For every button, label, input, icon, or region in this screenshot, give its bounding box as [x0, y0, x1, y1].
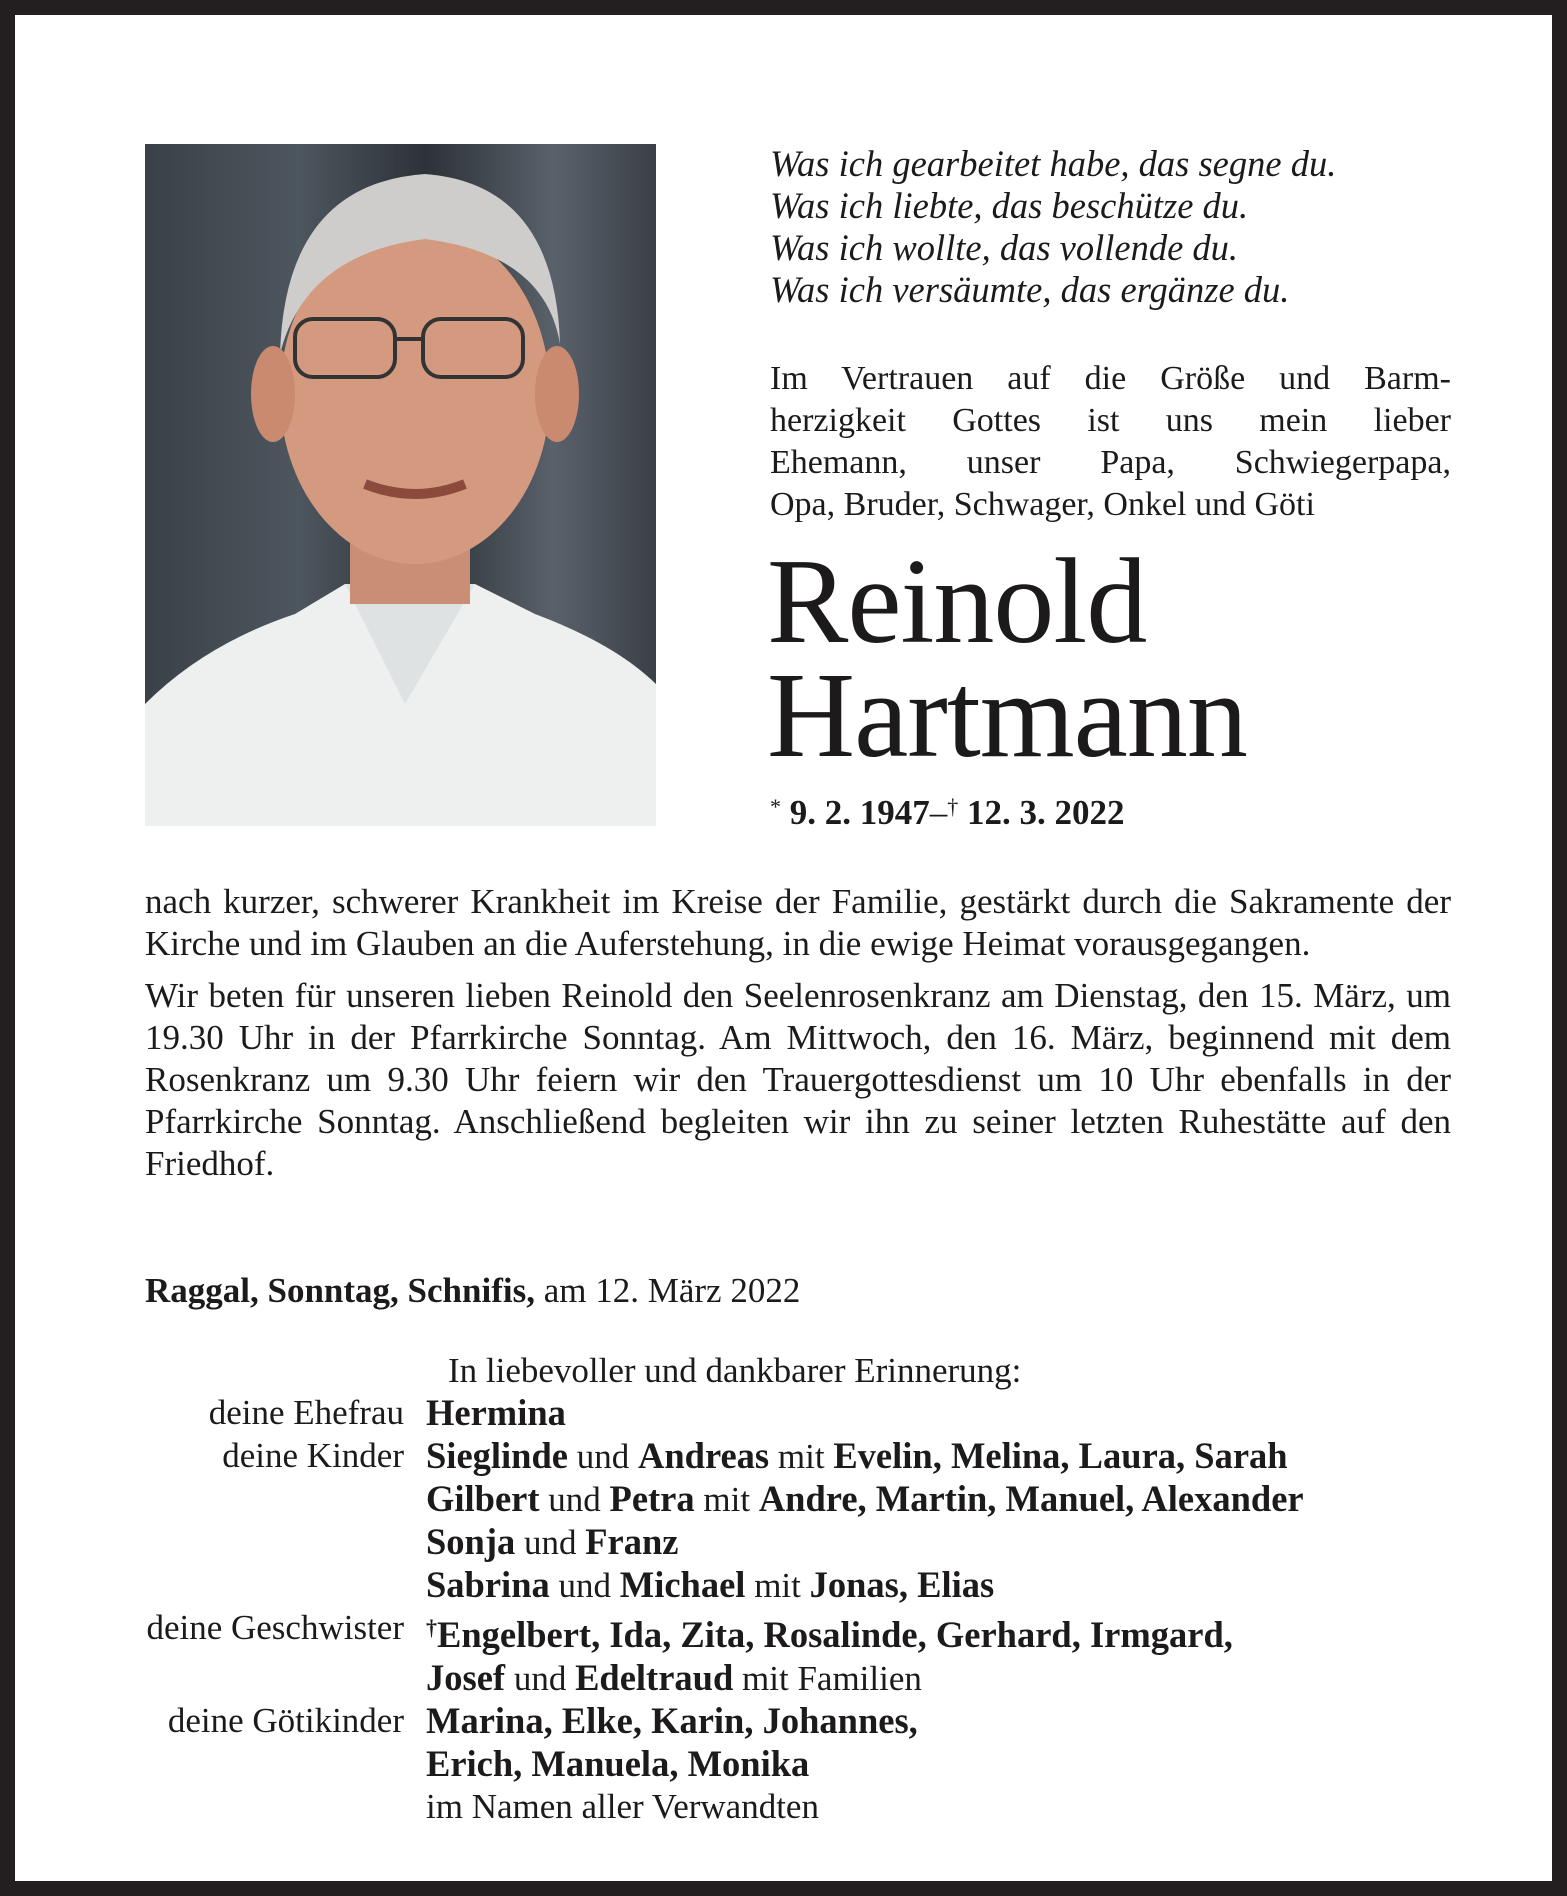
connector-text: und [567, 1437, 638, 1476]
relatives-names [426, 1607, 1233, 1657]
connector-text: mit Familien [733, 1659, 922, 1698]
relative-name: Andreas [637, 1435, 770, 1476]
connector-text: mit [769, 1437, 834, 1476]
relatives-names [426, 1478, 1304, 1521]
family-row [15, 1743, 1552, 1786]
relation-label [15, 1786, 426, 1828]
relation-label: deine Geschwister [146, 1608, 404, 1647]
family-row [15, 1607, 1552, 1657]
intro-line: herzigkeit Gottes ist uns mein lieber [770, 402, 1451, 439]
relation-label: deine Kinder [222, 1436, 404, 1475]
connector-text: und [505, 1659, 576, 1698]
poem-line: Was ich liebte, das beschütze du. [770, 185, 1249, 226]
body-paragraph: nach kurzer, schwerer Krankheit im Kreise der Familie, gestärkt durch die Sakramente der Kirche und im Glauben an die Auferstehung, in die ewige Heimat vorausgegangen. [145, 882, 1451, 963]
relation-label [15, 1657, 426, 1700]
relative-name: Jonas, Elias [809, 1564, 995, 1605]
relative-name: Evelin, Melina, Laura, Sarah [833, 1435, 1288, 1476]
connector-text: mit [694, 1480, 759, 1519]
family-list [15, 1392, 1552, 1828]
connector-text: und [539, 1480, 610, 1519]
death-date: 12. 3. 2022 [967, 793, 1125, 832]
relation-label [15, 1521, 426, 1564]
date: am 12. März 2022 [543, 1271, 801, 1310]
relatives-names [426, 1657, 922, 1700]
relation-label [15, 1743, 426, 1786]
relatives-names [426, 1786, 819, 1828]
place-date [145, 1271, 800, 1311]
family-row [15, 1657, 1552, 1700]
birth-date: 9. 2. 1947 [789, 793, 930, 832]
connector-text: und [515, 1523, 586, 1562]
places: Raggal, Sonntag, Schnifis, [145, 1271, 535, 1310]
relative-name: Petra [609, 1478, 695, 1519]
deceased-symbol: † [426, 1615, 437, 1640]
relative-name: Franz [585, 1521, 679, 1562]
relative-name: Sonja [426, 1521, 516, 1562]
relative-name: Erich, Manuela, Monika [426, 1743, 810, 1784]
relative-name: Edeltraud [575, 1657, 734, 1698]
family-row [15, 1478, 1552, 1521]
family-row [15, 1521, 1552, 1564]
connector-text: mit [745, 1566, 810, 1605]
obituary-page [15, 15, 1552, 1881]
poem-line: Was ich gearbeitet habe, das segne du. [770, 143, 1337, 184]
relation-label [15, 1478, 426, 1521]
connector-text: und [549, 1566, 620, 1605]
deceased-name [767, 534, 1247, 783]
relative-name: Sieglinde [426, 1435, 568, 1476]
relation-label [15, 1564, 426, 1607]
relatives-names [426, 1521, 679, 1564]
family-row [15, 1700, 1552, 1743]
relatives-names [426, 1743, 809, 1786]
life-dates [770, 793, 1125, 833]
relation-label: deine Götikinder [167, 1701, 404, 1740]
relative-name: Andre, Martin, Manuel, Alexander [758, 1478, 1304, 1519]
last-name: Hartmann [767, 648, 1247, 783]
family-row [15, 1786, 1552, 1828]
poem-line: Was ich wollte, das vollende du. [770, 227, 1239, 268]
intro-line: Im Vertrauen auf die Größe und Barm- [770, 360, 1451, 397]
relative-name: Sabrina [426, 1564, 550, 1605]
relatives-names [426, 1700, 918, 1743]
relative-name: Gilbert [426, 1478, 540, 1519]
relative-name: Engelbert, Ida, Zita, Rosalinde, Gerhard, Irmgard, [437, 1614, 1233, 1655]
relative-name: Marina, Elke, Karin, Johannes, [426, 1700, 918, 1741]
relation-label: deine Ehefrau [208, 1393, 404, 1432]
family-row [15, 1435, 1552, 1478]
portrait-image [145, 144, 656, 826]
poem [770, 143, 1336, 311]
family-row [15, 1392, 1552, 1435]
relative-name: Josef [426, 1657, 506, 1698]
portrait-photo [145, 144, 656, 826]
first-name: Reinold [767, 534, 1147, 669]
birth-symbol: * [770, 794, 781, 819]
intro-line: Ehemann, unser Papa, Schwiegerpapa, [770, 444, 1451, 481]
relatives-names [426, 1564, 994, 1607]
body-text [145, 881, 1451, 1195]
relatives-names [426, 1435, 1288, 1478]
intro-line: Opa, Bruder, Schwager, Onkel und Göti [770, 486, 1315, 523]
relative-name: Michael [619, 1564, 746, 1605]
date-dash: – [929, 793, 948, 832]
relatives-names [426, 1392, 566, 1435]
connector-text: im Namen aller Verwandten [426, 1787, 819, 1826]
memory-line: In liebevoller und dankbarer Erinnerung: [448, 1351, 1022, 1390]
poem-line: Was ich versäumte, das ergänze du. [770, 269, 1290, 310]
relative-name: Hermina [426, 1392, 566, 1433]
body-paragraph: Wir beten für unseren lieben Reinold den Seelenrosenkranz am Dienstag, den 15. März, um 19.30 Uhr in der Pfarrkirche Sonntag. Am Mittwoch, den 16. März, beginnend mit dem Rosenkranz um 9.30 Uhr feiern wir den Trauergottesdienst um 10 Uhr ebenfalls in der Pfarrkirche Sonntag. Anschließend begleiten wir ihn zu seiner letzten Ruhestätte auf den Friedhof. [145, 976, 1451, 1183]
intro-text [770, 358, 1451, 526]
family-row [15, 1564, 1552, 1607]
death-symbol: † [947, 794, 959, 819]
